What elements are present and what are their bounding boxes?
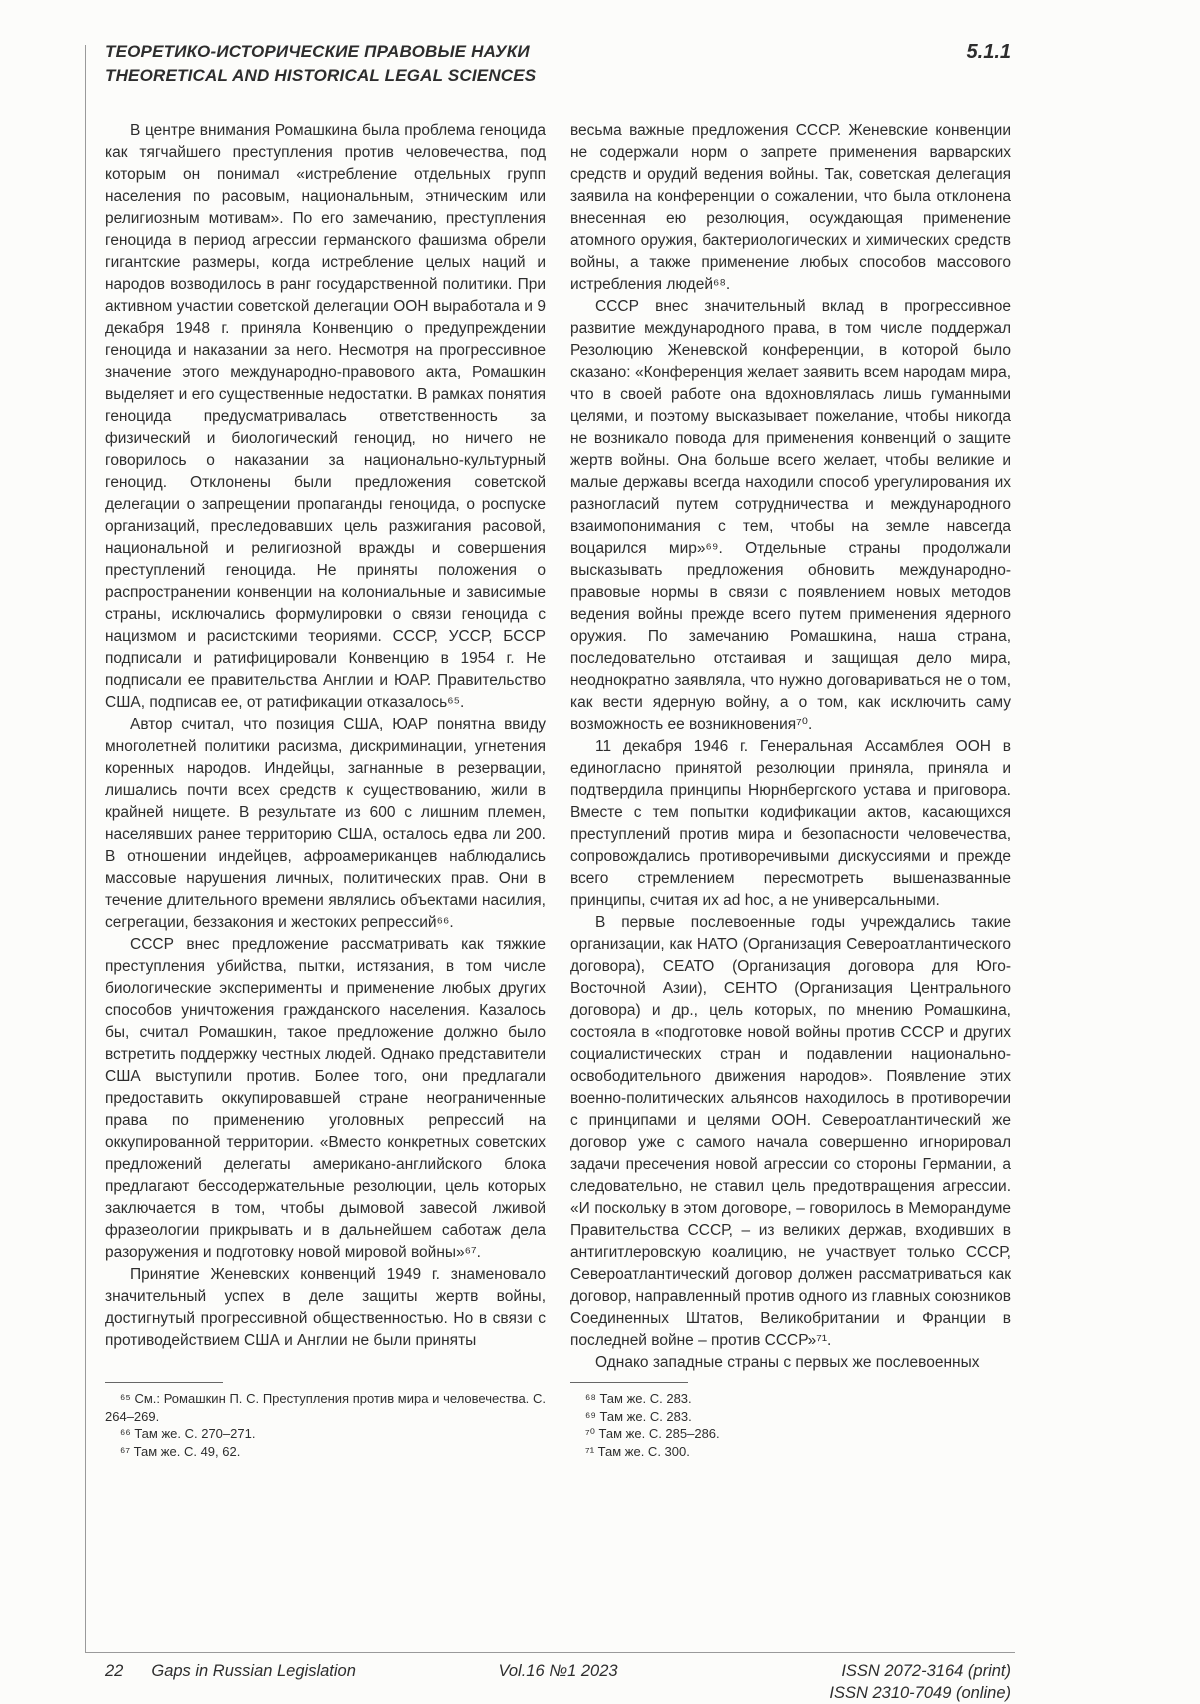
footnote: ⁶⁸ Там же. С. 283. <box>585 1391 692 1406</box>
classification-code: 5.1.1 <box>966 41 1011 63</box>
section-title-en: THEORETICAL AND HISTORICAL LEGAL SCIENCES <box>105 66 537 85</box>
section-header <box>105 40 536 88</box>
issue-info: Vol.16 №1 2023 <box>498 1662 618 1680</box>
footnote: ⁶⁷ Там же. С. 49, 62. <box>120 1443 241 1459</box>
paragraph: В первые послевоенные годы учреждались такие организации, как НАТО (Организация Североатлантического договора), СЕАТО (Организация договора для Юго-Восточной Азии), СЕНТО (Организация Центрального договора) и др., цель которых, по мнению Ромашкина, состояла в «подготовке новой войны против СССР и других социалистических стран и подавлении национально-освободительного движения народов». Появление этих военно-политических альянсов находилось в противоречии с принципами и целями ООН. Североатлантический же договор уже с самого начала совершенно игнорировал задачи пресечения новой агрессии со стороны Германии, а следовательно, не ставил цель предотвращения агрессии. «И поскольку в этом договоре, – говорилось в Меморандуме Правительства СССР, – из великих держав, входивших в антигитлеровскую коалицию, не участвует только СССР, Североатлантический договор должен рассматриваться как договор, направленный против одного из главных союзников Соединенных Штатов, Великобритании и Франции в последней войне – против СССР»⁷¹. <box>570 914 1011 1349</box>
right-column <box>570 120 1011 1460</box>
left-margin-rule <box>85 45 86 1652</box>
paragraph: Однако западные страны с первых же послевоенных <box>595 1354 980 1371</box>
left-column <box>105 120 546 1460</box>
page-number: 22 <box>105 1662 124 1680</box>
footnote-separator <box>105 1382 223 1383</box>
right-footnotes <box>570 1376 1011 1460</box>
paragraph: СССР внес предложение рассматривать как тяжкие преступления убийства, пытки, истязания, в том числе биологические эксперименты и применение любых других способов уничтожения гражданского населения. Казалось бы, считал Ромашкин, такое предложение должно было встретить поддержку честных людей. Однако представители США выступили против. Более того, они предлагали предоставить оккупировавшей стране неограниченные права по применению уголовных репрессий на оккупированной территории. «Вместо конкретных советских предложений делегаты американо-английского блока предлагают бессодержательные резолюции, цель которых заключается в том, чтобы дымовой завесой лживой фразеологии прикрывать и в дальнейшем саботаж дела разоружения и подготовку новой мировой войны»⁶⁷. <box>105 936 546 1261</box>
section-title-ru: ТЕОРЕТИКО-ИСТОРИЧЕСКИЕ ПРАВОВЫЕ НАУКИ <box>105 42 530 61</box>
paragraph: В центре внимания Ромашкина была проблема геноцида как тягчайшего преступления против человечества, под которым он понимал «истребление отдельных групп населения по расовым, национальным, этническим или религиозным мотивам». По его замечанию, преступления геноцида в период агрессии германского фашизма обрели гигантские размеры, когда истребление целых наций и народов возводилось в ранг государственной политики. При активном участии советской делегации ООН выработала и 9 декабря 1948 г. приняла Конвенцию о предупреждении геноцида и наказании за него. Несмотря на прогрессивное значение этого международно-правового акта, Ромашкин выделяет и его существенные недостатки. В рамках понятия геноцида предусматривалась ответственность за физический и биологический геноцид, но ничего не говорилось о наказании за национально-культурный геноцид. Отклонены были предложения советской делегации о запрещении пропаганды геноцида, о роспуске организаций, преследовавших цель разжигания расовой, национальной и религиозной вражды и совершения преступлений геноцида. Не приняты положения о распространении конвенции на колониальные и зависимые страны, исключались формулировки о связи геноцида с нацизмом и расистскими теориями. СССР, УССР, БССР подписали и ратифицировали Конвенцию в 1954 г. Не подписали ее правительства Англии и ЮАР. Правительство США, подписав ее, от ратификации отказалось⁶⁵. <box>105 122 546 711</box>
footnote: ⁶⁶ Там же. С. 270–271. <box>120 1426 256 1441</box>
paragraph: Принятие Женевских конвенций 1949 г. знаменовало значительный успех в деле защиты жертв войны, достигнутый прогрессивной общественностью. Но в связи с противодействием США и Англии не были приняты <box>105 1266 546 1349</box>
footnote: ⁷¹ Там же. С. 300. <box>585 1443 690 1459</box>
issn-block <box>711 1660 1011 1704</box>
text-columns <box>105 120 1011 1460</box>
page-footer <box>105 1660 1011 1704</box>
paragraph: СССР внес значительный вклад в прогрессивное развитие международного права, в том числе поддержал Резолюцию Женевской конференции, в которой было сказано: «Конференция желает заявить всем народам мира, что в своей работе она вдохновлялась лишь гуманными целями, и поэтому высказывает пожелание, чтобы никогда не возникало повода для применения конвенций о защите жертв войны. Она больше всего желает, чтобы великие и малые державы всегда находили способ урегулирования их разногласий путем сотрудничества и международного взаимопонимания с тем, чтобы на земле навсегда воцарился мир»⁶⁹. Отдельные страны продолжали высказывать предложения обновить международно-правовые нормы в связи с появлением новых методов ведения войны прежде всего путем применения ядерного оружия. По замечанию Ромашкина, наша страна, последовательно отстаивая и защищая дело мира, неоднократно заявляла, что нужно договариваться не о том, как вести ядерную войну, а о том, как исключить саму возможность ее возникновения⁷⁰. <box>570 298 1011 733</box>
footnote-separator <box>570 1382 688 1383</box>
paragraph: весьма важные предложения СССР. Женевские конвенции не содержали норм о запрете применения варварских средств и орудий ведения войны. Так, советская делегация заявила на конференции о сожалении, что была отклонена внесенная ею резолюция, осуждающая применение атомного оружия, бактериологических и химических средств войны, а также применение любых способов массового истребления людей⁶⁸. <box>570 122 1011 293</box>
paragraph: 11 декабря 1946 г. Генеральная Ассамблея ООН в единогласно принятой резолюции приняла, приняла и подтвердила принципы Нюрнбергского устава и приговора. Вместе с тем попытки кодификации актов, касающихся преступлений против мира и безопасности человечества, сопровождались противоречивыми дискуссиями и прежде всего стремлением пересмотреть вышеназванные принципы, считая их ad hoc, а не универсальными. <box>570 738 1011 909</box>
paragraph: Автор считал, что позиция США, ЮАР понятна ввиду многолетней политики расизма, дискриминации, угнетения коренных народов. Индейцы, загнанные в резервации, лишались почти всех средств к существованию, жили в крайней нищете. В результате из 600 с лишним племен, населявших ранее территорию США, осталось едва ли 200. В отношении индейцев, афроамериканцев наблюдались массовые нарушения личных, политических прав. Они в течение длительного времени являлись объектами насилия, сегрегации, беззакония и жестоких репрессий⁶⁶. <box>105 716 546 931</box>
issn-online: ISSN 2310-7049 (online) <box>829 1684 1011 1702</box>
footnote: ⁶⁹ Там же. С. 283. <box>585 1408 692 1424</box>
issn-print: ISSN 2072-3164 (print) <box>841 1662 1011 1680</box>
footer-left <box>105 1660 405 1682</box>
journal-title: Gaps in Russian Legislation <box>151 1662 356 1680</box>
footer-rule <box>85 1652 1015 1653</box>
footnote: ⁶⁵ См.: Ромашкин П. С. Преступления против мира и человечества. С. 264–269. <box>105 1391 546 1424</box>
left-footnotes <box>105 1376 546 1460</box>
page-header <box>105 40 1011 88</box>
footnote: ⁷⁰ Там же. С. 285–286. <box>585 1426 720 1441</box>
